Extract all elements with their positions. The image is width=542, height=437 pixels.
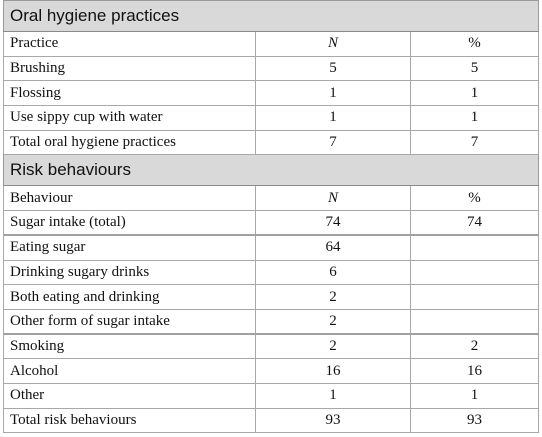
row-n: 1 (256, 383, 411, 408)
row-label: Alcohol (4, 359, 256, 384)
column-header-row (4, 186, 539, 211)
row-percent: 2 (411, 334, 539, 359)
row-percent (411, 235, 539, 260)
section-title: Oral hygiene practices (4, 1, 539, 32)
row-n: 2 (256, 285, 411, 310)
row-percent (411, 309, 539, 334)
data-table (3, 0, 539, 433)
row-label: Flossing (4, 81, 256, 106)
column-header-n: N (256, 32, 411, 57)
row-n: 2 (256, 334, 411, 359)
row-percent: 5 (411, 56, 539, 81)
row-n: 6 (256, 260, 411, 285)
row-label: Drinking sugary drinks (4, 260, 256, 285)
column-header-practice: Practice (4, 32, 256, 57)
row-n: 1 (256, 81, 411, 106)
row-n: 93 (256, 408, 411, 433)
table-row (4, 285, 539, 310)
row-n: 64 (256, 235, 411, 260)
table-row (4, 309, 539, 334)
row-percent: 74 (411, 211, 539, 236)
row-n: 2 (256, 309, 411, 334)
column-header-row (4, 32, 539, 57)
row-percent: 1 (411, 81, 539, 106)
column-header-percent: % (411, 186, 539, 211)
section-title: Risk behaviours (4, 155, 539, 186)
row-label: Smoking (4, 334, 256, 359)
row-label: Sugar intake (total) (4, 211, 256, 236)
row-label: Other (4, 383, 256, 408)
table-row (4, 56, 539, 81)
table-row (4, 211, 539, 236)
row-label: Total oral hygiene practices (4, 130, 256, 155)
row-n: 16 (256, 359, 411, 384)
row-label: Brushing (4, 56, 256, 81)
table-row (4, 130, 539, 155)
row-label: Eating sugar (4, 235, 256, 260)
row-n: 74 (256, 211, 411, 236)
row-label: Total risk behaviours (4, 408, 256, 433)
table-row (4, 235, 539, 260)
row-percent: 1 (411, 383, 539, 408)
row-n: 5 (256, 56, 411, 81)
row-percent: 16 (411, 359, 539, 384)
column-header-behaviour: Behaviour (4, 186, 256, 211)
table-row (4, 334, 539, 359)
row-percent (411, 260, 539, 285)
column-header-percent: % (411, 32, 539, 57)
section-header-row (4, 1, 539, 32)
row-n: 1 (256, 106, 411, 131)
row-label: Other form of sugar intake (4, 309, 256, 334)
row-n: 7 (256, 130, 411, 155)
table-row (4, 260, 539, 285)
row-label: Use sippy cup with water (4, 106, 256, 131)
table-row (4, 359, 539, 384)
table-row (4, 383, 539, 408)
row-label: Both eating and drinking (4, 285, 256, 310)
row-percent (411, 285, 539, 310)
section-header-row (4, 155, 539, 186)
row-percent: 93 (411, 408, 539, 433)
column-header-n: N (256, 186, 411, 211)
row-percent: 7 (411, 130, 539, 155)
table-row (4, 408, 539, 433)
table-row (4, 81, 539, 106)
table-row (4, 106, 539, 131)
row-percent: 1 (411, 106, 539, 131)
